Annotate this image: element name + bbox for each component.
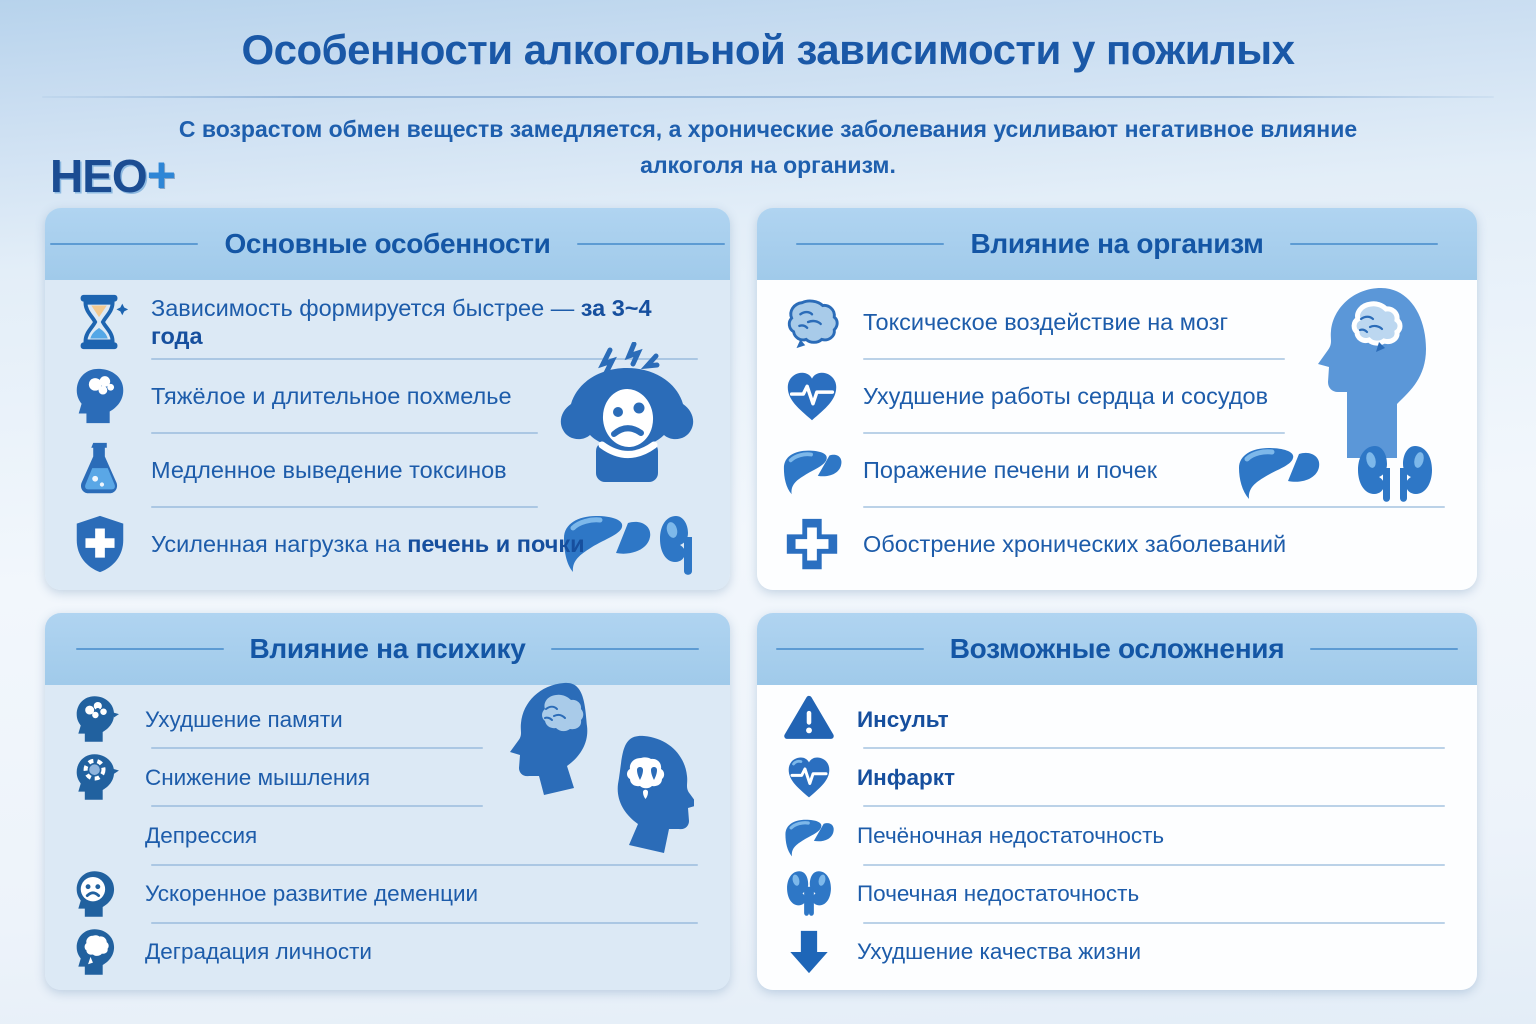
list-item <box>69 508 708 580</box>
list-item <box>781 924 1455 980</box>
item-text: Печёночная недостаточность <box>857 823 1165 848</box>
panel-grid <box>45 208 1477 990</box>
panel-psyche-impact-header <box>45 613 730 685</box>
memory-head-icon <box>69 693 125 745</box>
page-title: Особенности алкогольной зависимости у пожилых <box>241 26 1295 73</box>
panel-title: Влияние на психику <box>249 633 526 664</box>
panel-body-impact-body <box>757 280 1477 590</box>
page-subtitle: С возрастом обмен веществ замедляется, а хронические заболевания усиливают негативное влияние алкоголя на организм. <box>178 116 1358 178</box>
list-item <box>781 360 1455 432</box>
item-text: Усиленная нагрузка на <box>151 530 408 557</box>
thinking-head-icon <box>69 751 125 803</box>
item-text: Тяжёлое и длительное похмелье <box>151 382 512 409</box>
item-text: Депрессия <box>145 823 258 848</box>
empty-icon-slot <box>69 810 125 862</box>
item-text: Ухудшение работы сердца и сосудов <box>863 382 1269 409</box>
list-item <box>69 691 708 747</box>
arrow-down-icon <box>781 926 837 978</box>
header-line-right <box>1310 648 1458 650</box>
panel-psyche-impact <box>45 613 730 990</box>
panel-complications <box>757 613 1477 990</box>
liver-icon <box>781 439 843 501</box>
item-text: Ухудшение качества жизни <box>857 939 1142 965</box>
shield-cross-icon <box>69 513 131 575</box>
hangover-head-icon <box>69 365 131 427</box>
list-item <box>69 286 708 358</box>
list-item <box>69 866 708 922</box>
item-text-bold: печень и почки <box>407 530 585 557</box>
item-text: Медленное выведение токсинов <box>151 456 507 483</box>
list-item <box>781 434 1455 506</box>
flask-icon <box>69 439 131 501</box>
kidneys-icon <box>781 868 837 920</box>
list-item <box>781 807 1455 863</box>
sad-face-head-icon <box>69 868 125 920</box>
list-item <box>69 924 708 980</box>
item-text: Токсическое воздействие на мозг <box>863 308 1229 335</box>
item-text: Зависимость формируется быстрее — <box>151 294 581 321</box>
neo-plus-logo <box>50 147 175 203</box>
plus-icon: + <box>146 147 175 203</box>
item-text: Обострение хронических заболеваний <box>863 530 1287 557</box>
item-text: Почечная недостаточность <box>857 881 1140 907</box>
list-item <box>69 360 708 432</box>
item-text-bold: Инфаркт <box>857 764 955 790</box>
header-line-right <box>577 243 725 245</box>
panel-basic-features-body <box>45 280 730 590</box>
logo-text: НЕО <box>50 150 147 202</box>
panel-title: Основные особенности <box>224 228 551 259</box>
panel-title: Возможные осложнения <box>949 633 1285 664</box>
liver-icon <box>781 810 837 862</box>
header-line-right <box>551 648 699 650</box>
medical-cross-icon <box>781 513 843 575</box>
panel-complications-header <box>757 613 1477 685</box>
hourglass-icon <box>69 291 131 353</box>
header-line-left <box>50 243 198 245</box>
brain-head-icon <box>69 926 125 978</box>
list-item <box>781 286 1455 358</box>
title-divider <box>42 96 1494 98</box>
heart-pulse-icon <box>781 751 837 803</box>
panel-body-impact <box>757 208 1477 590</box>
panel-body-impact-header <box>757 208 1477 280</box>
header-line-left <box>76 648 224 650</box>
header-line-left <box>796 243 944 245</box>
list-item <box>781 749 1455 805</box>
list-item <box>69 434 708 506</box>
list-item <box>69 749 708 805</box>
list-item <box>781 691 1455 747</box>
list-item <box>69 807 708 863</box>
item-text-bold: за 3~4 года <box>151 294 652 349</box>
item-text: Снижение мышления <box>145 764 371 790</box>
item-text: Поражение печени и почек <box>863 456 1158 483</box>
item-text-bold: Инсульт <box>857 706 949 732</box>
panel-complications-body <box>757 685 1477 990</box>
brain-icon <box>781 291 843 353</box>
warning-triangle-icon <box>781 693 837 745</box>
panel-basic-features <box>45 208 730 590</box>
item-text: Деградация личности <box>145 939 372 965</box>
heart-pulse-icon <box>781 365 843 427</box>
panel-basic-features-header <box>45 208 730 280</box>
list-item <box>781 508 1455 580</box>
header-line-left <box>776 648 924 650</box>
panel-title: Влияние на организм <box>970 228 1264 259</box>
panel-psyche-impact-body <box>45 685 730 990</box>
item-text: Ускоренное развитие деменции <box>145 881 479 907</box>
list-item <box>781 866 1455 922</box>
header-line-right <box>1290 243 1438 245</box>
item-text: Ухудшение памяти <box>145 706 343 732</box>
